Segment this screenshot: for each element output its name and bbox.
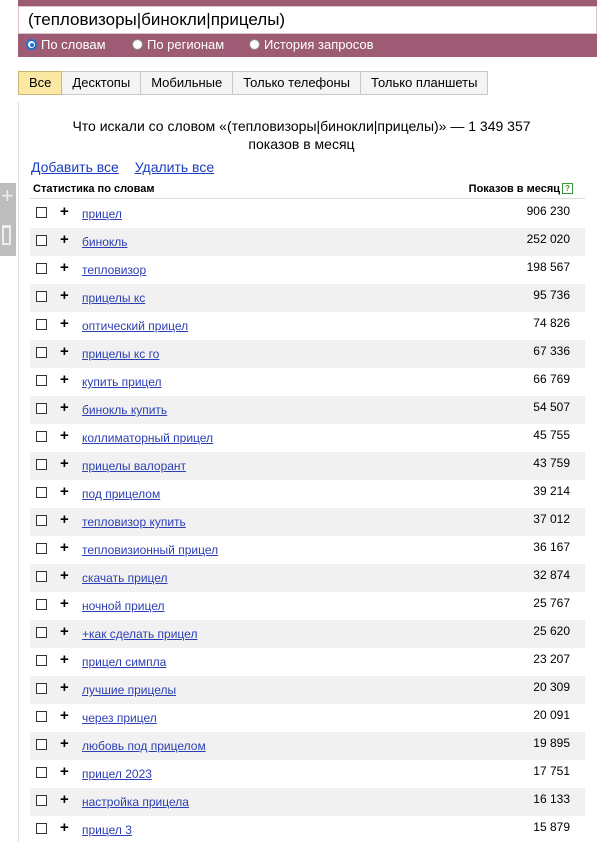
table-row [30, 508, 585, 536]
keyword-link[interactable]: оптический прицел [82, 319, 189, 333]
keyword-link[interactable]: тепловизор [82, 263, 147, 277]
table-row [30, 312, 585, 340]
impressions-count: 37 012 [533, 512, 570, 526]
tab-phones-only[interactable]: Только телефоны [233, 71, 361, 95]
row-checkbox[interactable] [36, 487, 47, 498]
add-keyword-icon[interactable]: + [60, 679, 69, 696]
impressions-count: 74 826 [533, 316, 570, 330]
radio-label: По регионам [147, 37, 225, 52]
row-checkbox[interactable] [36, 627, 47, 638]
row-checkbox[interactable] [36, 431, 47, 442]
add-keyword-icon[interactable]: + [60, 539, 69, 556]
keyword-link[interactable]: лучшие прицелы [82, 683, 177, 697]
add-keyword-icon[interactable]: + [60, 567, 69, 584]
row-checkbox[interactable] [36, 823, 47, 834]
add-keyword-icon[interactable]: + [60, 287, 69, 304]
impressions-count: 54 507 [533, 400, 570, 414]
help-icon[interactable]: ? [562, 183, 573, 194]
impressions-count: 17 751 [533, 764, 570, 778]
keyword-link[interactable]: тепловизор купить [82, 515, 186, 529]
table-row [30, 648, 585, 676]
add-keyword-icon[interactable]: + [60, 343, 69, 360]
impressions-count: 45 755 [533, 428, 570, 442]
keyword-link[interactable]: под прицелом [82, 487, 161, 501]
table-row [30, 620, 585, 648]
impressions-count: 43 759 [533, 456, 570, 470]
table-row [30, 676, 585, 704]
table-row [30, 200, 585, 228]
table-row [30, 340, 585, 368]
impressions-count: 198 567 [526, 260, 570, 274]
table-row [30, 480, 585, 508]
table-row [30, 284, 585, 312]
table-row [30, 228, 585, 256]
table-row [30, 452, 585, 480]
add-keyword-icon[interactable]: + [60, 707, 69, 724]
keyword-link[interactable]: настройка прицела [82, 795, 189, 809]
keyword-link[interactable]: бинокль купить [82, 403, 168, 417]
add-keyword-icon[interactable]: + [60, 819, 69, 836]
impressions-count: 32 874 [533, 568, 570, 582]
row-checkbox[interactable] [36, 375, 47, 386]
tab-all[interactable]: Все [18, 71, 62, 95]
keyword-link[interactable]: через прицел [82, 711, 157, 725]
row-checkbox[interactable] [36, 291, 47, 302]
table-row [30, 564, 585, 592]
radio-selected-icon [26, 39, 37, 50]
impressions-count: 25 767 [533, 596, 570, 610]
keyword-link[interactable]: прицелы кс го [82, 347, 160, 361]
row-checkbox[interactable] [36, 403, 47, 414]
keyword-link[interactable]: прицелы валорант [82, 459, 187, 473]
summary-line-1: Что искали со словом «(тепловизоры|бинокли|прицелы)» — 1 349 357 [72, 118, 531, 134]
add-keyword-icon[interactable]: + [60, 315, 69, 332]
tab-mobile[interactable]: Мобильные [141, 71, 233, 95]
table-row [30, 760, 585, 788]
impressions-count: 16 133 [533, 792, 570, 806]
header-divider [30, 198, 585, 199]
keyword-table [30, 200, 585, 844]
keyword-link[interactable]: коллиматорный прицел [82, 431, 214, 445]
keyword-link[interactable]: ночной прицел [82, 599, 165, 613]
keyword-link[interactable]: прицелы кс [82, 291, 146, 305]
impressions-count: 252 020 [526, 232, 570, 246]
side-toolbar [0, 183, 16, 256]
row-checkbox[interactable] [36, 207, 47, 218]
impressions-count: 95 736 [533, 288, 570, 302]
add-keyword-icon[interactable]: + [60, 763, 69, 780]
keyword-link[interactable]: купить прицел [82, 375, 162, 389]
radio-history[interactable] [249, 37, 374, 52]
tab-tablets-only[interactable]: Только планшеты [361, 71, 488, 95]
keyword-link[interactable]: любовь под прицелом [82, 739, 206, 753]
add-keyword-icon[interactable]: + [60, 735, 69, 752]
keyword-link[interactable]: прицел 3 [82, 823, 132, 837]
row-checkbox[interactable] [36, 711, 47, 722]
table-row [30, 256, 585, 284]
header-impressions [469, 183, 573, 195]
add-keyword-icon[interactable]: + [60, 595, 69, 612]
device-tabs [18, 71, 488, 95]
add-keyword-icon[interactable]: + [60, 651, 69, 668]
table-row [30, 732, 585, 760]
row-checkbox[interactable] [36, 683, 47, 694]
tab-desktops[interactable]: Десктопы [62, 71, 141, 95]
add-keyword-icon[interactable]: + [60, 259, 69, 276]
row-checkbox[interactable] [36, 599, 47, 610]
row-checkbox[interactable] [36, 347, 47, 358]
row-checkbox[interactable] [36, 739, 47, 750]
summary-line-2: показов в месяц [248, 136, 355, 152]
plus-icon[interactable]: + [1, 183, 14, 208]
add-keyword-icon[interactable]: + [60, 371, 69, 388]
row-checkbox[interactable] [36, 459, 47, 470]
table-row [30, 816, 585, 844]
table-row [30, 592, 585, 620]
radio-label: История запросов [264, 37, 374, 52]
add-keyword-icon[interactable]: + [60, 455, 69, 472]
impressions-count: 15 879 [533, 820, 570, 834]
table-row [30, 396, 585, 424]
impressions-count: 67 336 [533, 344, 570, 358]
add-keyword-icon[interactable]: + [60, 399, 69, 416]
add-keyword-icon[interactable]: + [60, 231, 69, 248]
impressions-count: 23 207 [533, 652, 570, 666]
radio-by-regions[interactable] [132, 37, 224, 52]
row-checkbox[interactable] [36, 319, 47, 330]
table-row [30, 368, 585, 396]
row-checkbox[interactable] [36, 543, 47, 554]
impressions-count: 36 167 [533, 540, 570, 554]
impressions-count: 39 214 [533, 484, 570, 498]
row-checkbox[interactable] [36, 235, 47, 246]
radio-by-words[interactable] [26, 37, 106, 52]
keyword-link[interactable]: тепловизионный прицел [82, 543, 219, 557]
add-keyword-icon[interactable]: + [60, 623, 69, 640]
results-summary [18, 117, 585, 153]
row-checkbox[interactable] [36, 767, 47, 778]
add-keyword-icon[interactable]: + [60, 203, 69, 220]
keyword-link[interactable]: прицел 2023 [82, 767, 152, 781]
add-keyword-icon[interactable]: + [60, 511, 69, 528]
row-checkbox[interactable] [36, 795, 47, 806]
add-all-link[interactable]: Добавить все [31, 159, 119, 175]
impressions-count: 20 091 [533, 708, 570, 722]
remove-all-link[interactable]: Удалить все [134, 159, 215, 175]
header-keywords: Статистика по словам [33, 183, 155, 195]
table-header [33, 183, 573, 195]
row-checkbox[interactable] [36, 655, 47, 666]
keyword-link[interactable]: прицел симпла [82, 655, 167, 669]
keyword-link[interactable]: бинокль [82, 235, 128, 249]
table-row [30, 424, 585, 452]
add-keyword-icon[interactable]: + [60, 427, 69, 444]
table-row [30, 536, 585, 564]
keyword-link[interactable]: +как сделать прицел [82, 627, 198, 641]
impressions-count: 66 769 [533, 372, 570, 386]
radio-icon [249, 39, 260, 50]
row-checkbox[interactable] [36, 515, 47, 526]
add-keyword-icon[interactable]: + [60, 483, 69, 500]
add-keyword-icon[interactable]: + [60, 791, 69, 808]
table-row [30, 788, 585, 816]
radio-label: По словам [41, 37, 106, 52]
row-checkbox[interactable] [36, 571, 47, 582]
impressions-count: 20 309 [533, 680, 570, 694]
trash-icon[interactable] [2, 225, 11, 245]
impressions-count: 19 895 [533, 736, 570, 750]
bulk-actions [31, 159, 226, 175]
keyword-link[interactable]: скачать прицел [82, 571, 168, 585]
impressions-count: 906 230 [526, 204, 570, 218]
radio-icon [132, 39, 143, 50]
table-row [30, 704, 585, 732]
impressions-count: 25 620 [533, 624, 570, 638]
keyword-link[interactable]: прицел [82, 207, 122, 221]
header-impressions-label: Показов в месяц [468, 183, 560, 195]
search-input[interactable]: (тепловизоры|бинокли|прицелы) [18, 6, 597, 34]
row-checkbox[interactable] [36, 263, 47, 274]
